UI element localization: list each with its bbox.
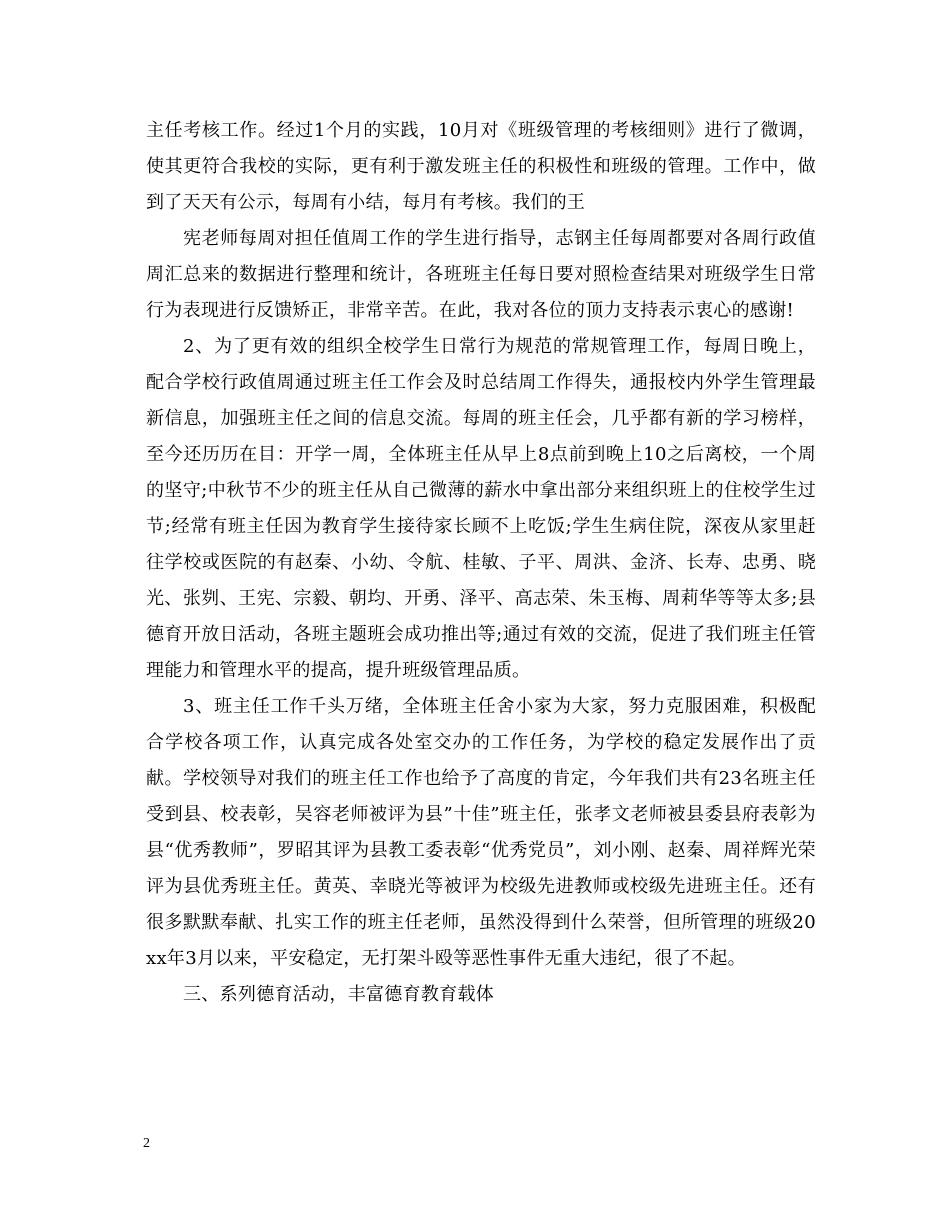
section-heading: 三、系列德育活动，丰富德育教育载体 [183, 984, 495, 1005]
paragraph-thanks: 宪老师每周对担任值周工作的学生进行指导，志钢主任每周都要对各周行政值周汇总来的数据进行整理和统计，各班班主任每日要对照检查结果对班级学生日常行为表现进行反馈矫正，非常辛苦。在此，我对各位的顶力支持表示衷心的感谢! [146, 228, 816, 321]
document-body [146, 113, 816, 1013]
paragraph-continuation: 主任考核工作。经过1个月的实践，10月对《班级管理的考核细则》进行了微调，使其更符合我校的实际，更有利于激发班主任的积极性和班级的管理。工作中，做到了天天有公示，每周有小结，每月有考核。我们的王 [146, 120, 816, 213]
page-number: 2 [143, 1136, 150, 1151]
paragraph-item-2: 2、为了更有效的组织全校学生日常行为规范的常规管理工作，每周日晚上，配合学校行政值周通过班主任工作会及时总结周工作得失，通报校内外学生管理最新信息，加强班主任之间的信息交流。每周的班主任会，几乎都有新的学习榜样，至今还历历在目：开学一周，全体班主任从早上8点前到晚上10之后离校，一个周的坚守;中秋节不少的班主任从自己微薄的薪水中拿出部分来组织班上的住校学生过节;经常有班主任因为教育学生接待家长顾不上吃饭;学生生病住院，深夜从家里赶往学校或医院的有赵秦、小幼、令航、桂敏、子平、周洪、金济、长寿、忠勇、晓光、张刿、王宪、宗毅、朝均、开勇、泽平、高志荣、朱玉梅、周莉华等等太多;县德育开放日活动，各班主题班会成功推出等;通过有效的交流，促进了我们班主任管理能力和管理水平的提高，提升班级管理品质。 [146, 336, 816, 681]
paragraph-item-3: 3、班主任工作千头万绪，全体班主任舍小家为大家，努力克服困难，积极配合学校各项工作，认真完成各处室交办的工作任务，为学校的稳定发展作出了贡献。学校领导对我们的班主任工作也给予了高度的肯定，今年我们共有23名班主任受到县、校表彰，吴容老师被评为县”十佳”班主任，张孝文老师被县委县府表彰为县“优秀教师”，罗昭其评为县教工委表彰“优秀党员”，刘小刚、赵秦、周祥辉光荣评为县优秀班主任。黄英、幸晓光等被评为校级先进教师或校级先进班主任。还有很多默默奉献、扎实工作的班主任老师，虽然没得到什么荣誉，但所管理的班级20xx年3月以来，平安稳定，无打架斗殴等恶性事件无重大违纪，很了不起。 [146, 696, 816, 969]
